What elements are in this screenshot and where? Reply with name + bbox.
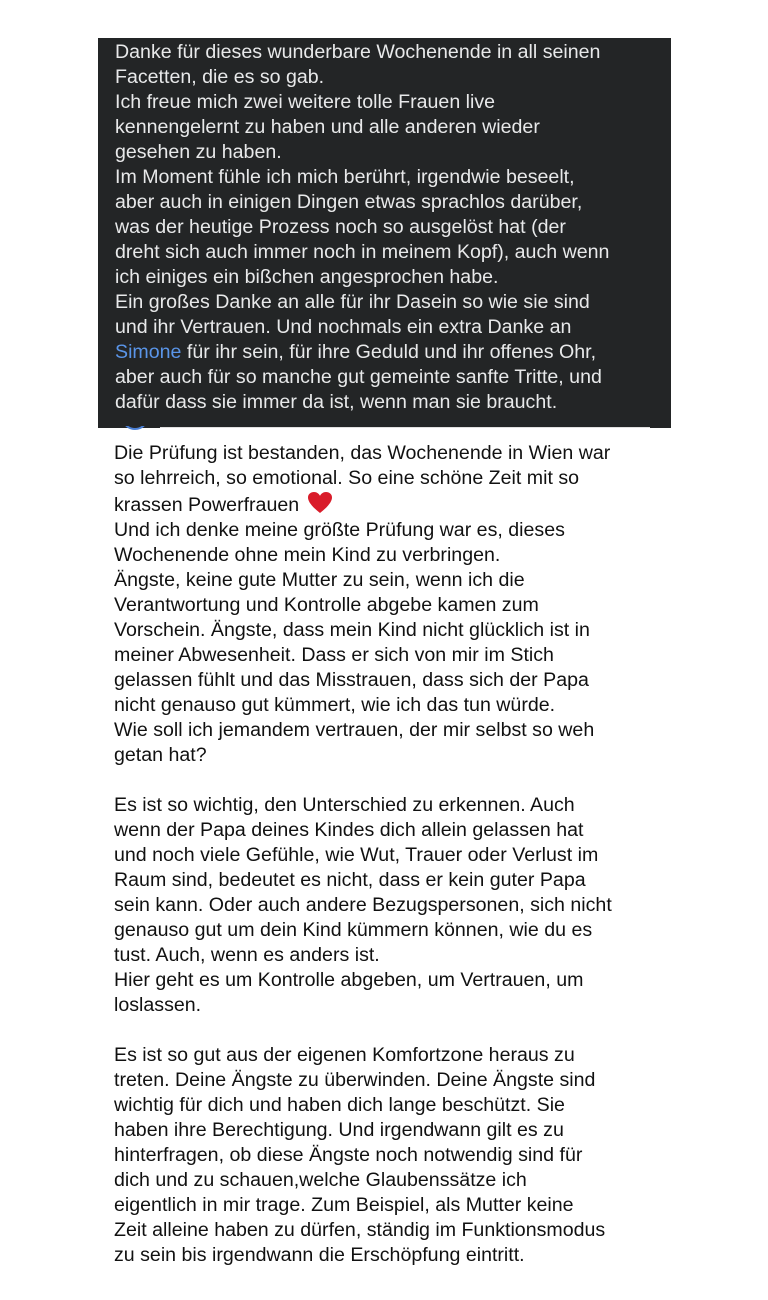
post-line: genauso gut um dein Kind kümmern können, wie du es bbox=[114, 919, 593, 941]
comment-line: aber auch für so manche gut gemeinte sanfte Tritte, und bbox=[115, 366, 602, 388]
post-line: Zeit alleine haben zu dürfen, ständig im Funktionsmodus bbox=[114, 1219, 606, 1241]
post-line: Vorschein. Ängste, dass mein Kind nicht glücklich ist in bbox=[114, 619, 590, 641]
comment-mention-line bbox=[115, 340, 671, 365]
avatar-edge bbox=[117, 426, 157, 434]
post-line: Die Prüfung ist bestanden, das Wochenende in Wien war bbox=[114, 442, 611, 464]
post-line: so lehrreich, so emotional. So eine schöne Zeit mit so bbox=[114, 467, 580, 489]
post-line: zu sein bis irgendwann die Erschöpfung eintritt. bbox=[114, 1244, 525, 1266]
mention-line-rest: für ihr sein, für ihre Geduld und ihr offenes Ohr, bbox=[181, 341, 597, 363]
post-line: hinterfragen, ob diese Ängste noch notwendig sind für bbox=[114, 1144, 583, 1166]
post-line: Wochenende ohne mein Kind zu verbringen. bbox=[114, 544, 501, 566]
post-lines-rest bbox=[114, 518, 714, 1268]
post-line: Ängste, keine gute Mutter zu sein, wenn ich die bbox=[114, 569, 525, 591]
comment-line: ich einiges ein bißchen angesprochen habe. bbox=[115, 266, 499, 288]
post-line: sein kann. Oder auch andere Bezugspersonen, sich nicht bbox=[114, 894, 612, 916]
post-line: gelassen fühlt und das Misstrauen, dass sich der Papa bbox=[114, 669, 589, 691]
post-line: Es ist so gut aus der eigenen Komfortzone heraus zu bbox=[114, 1044, 575, 1066]
post-line-text: krassen Powerfrauen bbox=[114, 494, 305, 516]
post-line bbox=[114, 768, 714, 793]
post-line: treten. Deine Ängste zu überwinden. Deine Ängste sind bbox=[114, 1069, 596, 1091]
comment-line: was der heutige Prozess noch so ausgelöst hat (der bbox=[115, 216, 566, 238]
comment-line: kennengelernt zu haben und alle anderen wieder bbox=[115, 116, 540, 138]
post-line: nicht genauso gut kümmert, wie ich das tun würde. bbox=[114, 694, 556, 716]
post-line: loslassen. bbox=[114, 994, 202, 1016]
comment-card bbox=[98, 38, 671, 428]
post-line: Wie soll ich jemandem vertrauen, der mir selbst so weh bbox=[114, 719, 595, 741]
comment-line: gesehen zu haben. bbox=[115, 141, 282, 163]
post-line: meiner Abwesenheit. Dass er sich von mir im Stich bbox=[114, 644, 554, 666]
comment-lines-after bbox=[115, 365, 671, 415]
comment-line: und ihr Vertrauen. Und nochmals ein extra Danke an bbox=[115, 316, 572, 338]
post-line: tust. Auch, wenn es anders ist. bbox=[114, 944, 380, 966]
post-line: dich und zu schauen,welche Glaubenssätze ich bbox=[114, 1169, 527, 1191]
comment-line: dafür dass sie immer da ist, wenn man sie braucht. bbox=[115, 391, 558, 413]
post-line bbox=[114, 1018, 714, 1043]
post-line: wichtig für dich und haben dich lange beschützt. Sie bbox=[114, 1094, 565, 1116]
post-line: Und ich denke meine größte Prüfung war es, dieses bbox=[114, 519, 565, 541]
post-line-with-emoji bbox=[114, 491, 714, 518]
post-line: haben ihre Berechtigung. Und irgendwann gilt es zu bbox=[114, 1119, 564, 1141]
post-line: getan hat? bbox=[114, 744, 207, 766]
divider bbox=[160, 427, 650, 428]
comment-line: Ich freue mich zwei weitere tolle Frauen live bbox=[115, 91, 496, 113]
post-line: Es ist so wichtig, den Unterschied zu erkennen. Auch bbox=[114, 794, 575, 816]
post-line: Raum sind, bedeutet es nicht, dass er kein guter Papa bbox=[114, 869, 586, 891]
heart-icon bbox=[307, 491, 333, 515]
comment-lines-before bbox=[115, 40, 671, 340]
post-line: wenn der Papa deines Kindes dich allein gelassen hat bbox=[114, 819, 584, 841]
post-line: eigentlich in mir trage. Zum Beispiel, als Mutter keine bbox=[114, 1194, 574, 1216]
post-line: Verantwortung und Kontrolle abgebe kamen zum bbox=[114, 594, 539, 616]
post-line: und noch viele Gefühle, wie Wut, Trauer oder Verlust im bbox=[114, 844, 599, 866]
post-text bbox=[114, 441, 714, 1268]
comment-line: aber auch in einigen Dingen etwas sprachlos darüber, bbox=[115, 191, 583, 213]
comment-line: Im Moment fühle ich mich berührt, irgendwie beseelt, bbox=[115, 166, 575, 188]
comment-line: Facetten, die es so gab. bbox=[115, 66, 325, 88]
mention-link-simone[interactable]: Simone bbox=[115, 341, 182, 363]
comment-line: Ein großes Danke an alle für ihr Dasein so wie sie sind bbox=[115, 291, 590, 313]
comment-line: Danke für dieses wunderbare Wochenende in all seinen bbox=[115, 41, 601, 63]
comment-line: dreht sich auch immer noch in meinem Kopf), auch wenn bbox=[115, 241, 610, 263]
post-line: Hier geht es um Kontrolle abgeben, um Vertrauen, um bbox=[114, 969, 584, 991]
